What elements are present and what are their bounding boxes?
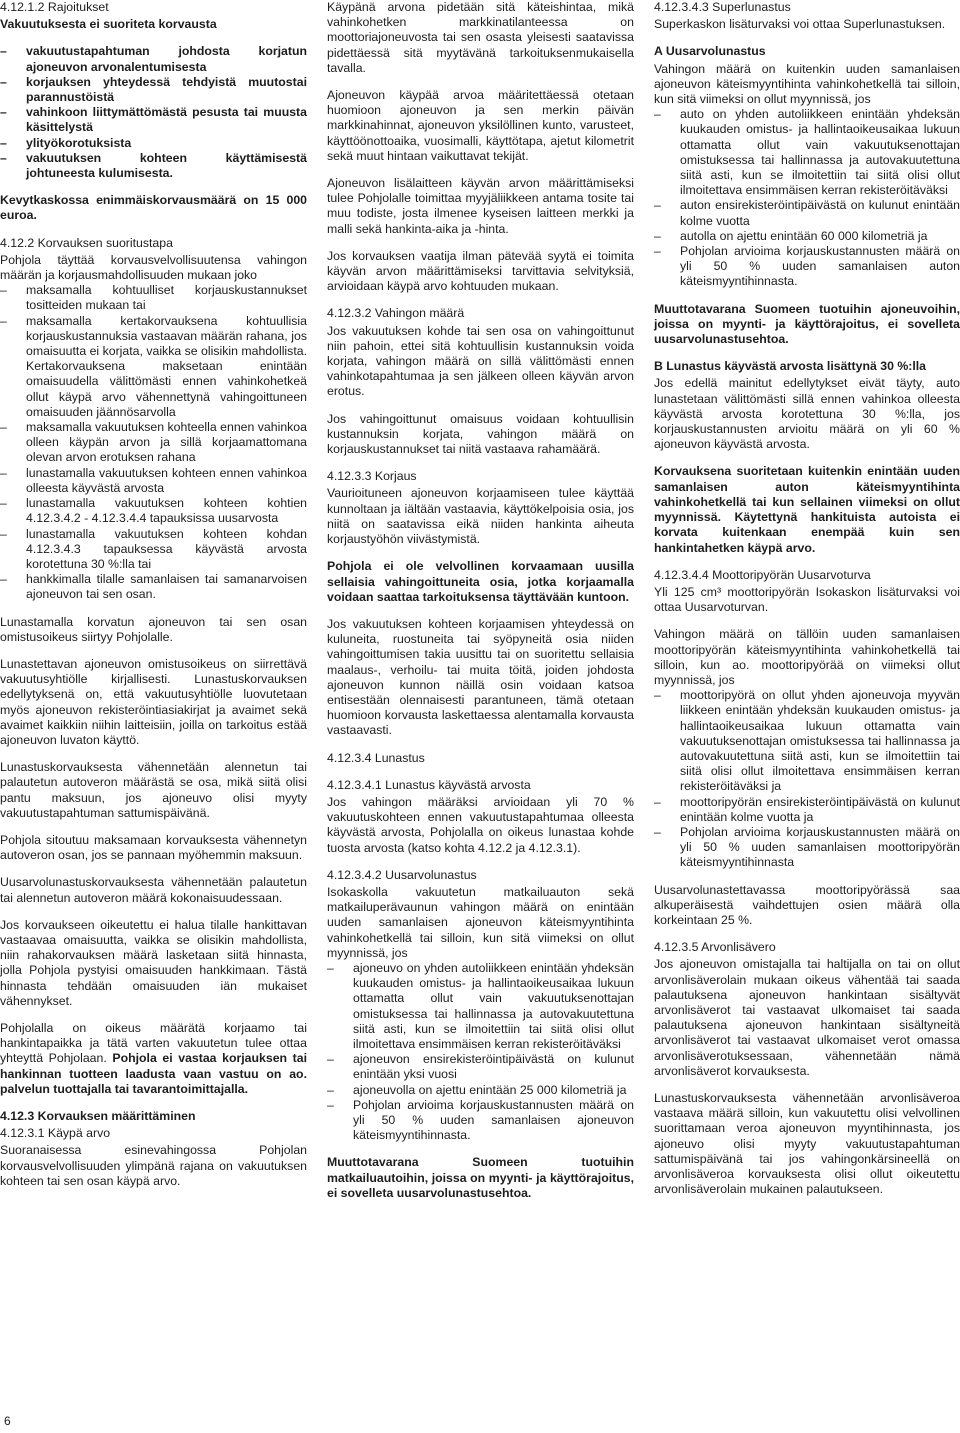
paragraph — [654, 376, 960, 452]
text: auton ensirekisteröintipäivästä on kulunut enintään kolme vuotta — [680, 198, 960, 228]
paragraph — [654, 957, 960, 1079]
text: Muuttotavarana Suomeen tuotuihin ajoneuvoihin, joissa on myynti- ja käyttörajoitus, ei sovelleta uusarvolunastusehtoa. — [654, 301, 960, 347]
text: Jos vakuutuksen kohde tai sen osa on vahingoittunut niin pahoin, ettei sitä kohtuullisin kustannuksin voida korjata, vahingon määrä on sillä välittömästi ennen vahinkotapahtumaa ja sen jälkeen olleen käyvän arvon erotus. — [327, 323, 634, 399]
text: Jos edellä mainitut edellytykset eivät täyty, auto lunastetaan välittömästi sillä ennen vahinkoa olleesta käyvästä arvosta korotettuna 30 %:lla, jos korjauskustannusten arvioitu määrä on yli 60 % ajoneuvon käyvästä arvosta. — [654, 376, 960, 452]
section-heading — [327, 868, 634, 883]
paragraph — [654, 585, 960, 615]
text: Vahingon määrä on tällöin uuden samanlaisen moottoripyörän käteismyyntihinta vahinkohetkellä tai silloin, kun ao. moottoripyörää on viimeksi ollut myynnissä, jos — [654, 627, 960, 687]
page-number: 6 — [4, 1414, 11, 1428]
list-item — [654, 107, 960, 198]
text: lunastamalla vakuutuksen kohteen ennen vahinkoa olleesta käyvästä arvosta — [26, 465, 307, 495]
text: Uusarvolunastuskorvauksesta vähennetään palautetun tai alennetun autoveron määrä kokonaisuudessaan. — [0, 875, 307, 905]
text: Korvauksena suoritetaan kuitenkin enintään uuden samanlaisen auton käteismyyntihinta vahinkohetkellä tai kun sellainen viimeksi on ollut myynnissä. Käytettynä hankituista autoista ei korvata kuitenkaan enempää kuin sen hankintahetken käypä arvo. — [654, 464, 960, 555]
text: ajoneuvon ensirekisteröintipäivästä on kulunut enintään yksi vuosi — [353, 1052, 634, 1082]
text-column-right — [654, 0, 960, 1209]
text: A Uusarvolunastus — [654, 44, 766, 59]
text: Kevytkaskossa enimmäiskorvausmäärä on 15 000 euroa. — [0, 193, 307, 223]
paragraph — [0, 1143, 307, 1189]
paragraph — [327, 885, 634, 961]
text: 4.12.3.4.4 Moottoripyörän Uusarvoturva — [654, 567, 871, 582]
text: auto on yhden autoliikkeen enintään yhdeksän kuukauden omistus- ja hallintaoikeusaikaa lukuun ottamatta ollut vain vakuutuksenottajan omistuksessa tai hallinnassa ja autovakuutettuna siitä asti, kun se ilmoitettiin tai siitä olisi ollut ilmoitettava ensimmäisen kerran rekisteröitäväksi — [680, 107, 960, 198]
paragraph — [327, 88, 634, 164]
text: maksamalla kohtuulliset korjauskustannukset tositteiden mukaan tai — [26, 283, 307, 313]
paragraph — [327, 176, 634, 237]
paragraph — [0, 615, 307, 645]
list-item — [327, 1098, 634, 1144]
list-item — [0, 75, 307, 105]
text: ajoneuvo on yhden autoliikkeen enintään yhdeksän kuukauden omistus- ja hallintaoikeusaikaa lukuun ottamatta ollut vain vakuutuksenottajan omistuksessa tai hallinnassa ja autovakuutettuna siitä asti, kun se ilmoitettiin tai siitä olisi ollut ilmoitettava ensimmäisen kerran rekisteröitäväksi — [353, 960, 634, 1051]
list-item — [654, 229, 960, 244]
text: Superkaskon lisäturvaksi voi ottaa Superlunastuksen. — [654, 17, 946, 32]
paragraph — [327, 795, 634, 856]
text: autolla on ajettu enintään 60 000 kilometriä ja — [680, 228, 928, 243]
text: Jos ajoneuvon omistajalla tai haltijalla on tai on ollut arvonlisäverolain mukaan oikeus vähentää tai saada palautuksena ajoneuvon hankintaan sisältyvät arvonlisäverot tai vastaavat ulkomaiset tai saada palautuksena ajoneuvon hankintaan sisältyneitä arvonlisäverot tai vastaavat ulkomaiset verot omassa arvonlisäverotuksessaan, vähennetään nämä arvonlisäverot korvauksesta. — [654, 957, 960, 1078]
text: Vakuutuksesta ei suoriteta korvausta — [0, 17, 217, 32]
text: lunastamalla vakuutuksen kohteen kohdan 4.12.3.4.3 tapauksessa käyvästä arvosta korotettuna 30 %:lla tai — [26, 526, 307, 571]
text: Suoranaisessa esinevahingossa Pohjolan korvausvelvollisuuden ylimpänä rajana on vakuutuksen kohteen tai sen osan käypä arvo. — [0, 1143, 307, 1188]
section-heading — [327, 469, 634, 484]
text: ajoneuvolla on ajettu enintään 25 000 kilometriä ja — [353, 1082, 627, 1097]
text: moottoripyörän ensirekisteröintipäivästä on kulunut enintään kolme vuotta ja — [680, 794, 960, 824]
bold-text: Pohjola ei vastaa korjauksen tai hankinnan tuotteen laadusta vaan vastuu on ao. palvelun tuottajalla tai tavarantoimittajalla. — [0, 1051, 307, 1096]
text: Pohjolan arvioima korjauskustannusten määrä on yli 50 % uuden samanlaisen ajoneuvon käteismyyntihinnasta. — [353, 1097, 634, 1143]
list-item — [0, 527, 307, 573]
text: Käypänä arvona pidetään sitä käteishintaa, mikä vahinkohetken markkinatilanteessa on moottoriajoneuvosta tai sen osasta yleisesti saatavissa pidettäessä sitä myytävänä tarkoituksenmukaisella tavalla. — [327, 0, 634, 75]
text: 4.12.3 Korvauksen määrittäminen — [0, 1109, 196, 1123]
paragraph — [327, 1155, 634, 1201]
paragraph — [0, 918, 307, 1009]
paragraph — [327, 559, 634, 605]
paragraph — [0, 657, 307, 748]
text-column-left — [0, 0, 307, 1201]
text: Jos korvauksen vaatija ilman pätevää syytä ei toimita käyvän arvon määrittämiseksi tarvittavia selvityksiä, arvioidaan käypä arvo kohtuuden mukaan. — [327, 248, 634, 294]
paragraph — [0, 875, 307, 905]
text: 4.12.2 Korvauksen suoritustapa — [0, 235, 173, 250]
text: Lunastamalla korvatun ajoneuvon tai sen osan omistusoikeus siirtyy Pohjolalle. — [0, 614, 307, 644]
section-heading — [327, 778, 634, 793]
section-heading — [654, 359, 960, 374]
text: vakuutustapahtuman johdosta korjatun ajoneuvon arvonalentumisesta — [26, 44, 307, 74]
text: 4.12.3.5 Arvonlisävero — [654, 940, 776, 955]
text: Uusarvolunastettavassa moottoripyörässä saa alkuperäisestä vaihdettujen osien määrä olla korkeintaan 25 %. — [654, 882, 960, 927]
text: 4.12.3.2 Vahingon määrä — [327, 306, 465, 321]
paragraph — [654, 17, 960, 32]
section-heading — [654, 940, 960, 955]
text: Jos korvaukseen oikeutettu ei halua tilalle hankittavan vastaavaa omaisuutta, vaikka se olisikin mahdollista, niin rahakorvauksen määrä lasketaan siitä hinnasta, jolla Pohjola pystyisi omaisuuden hankkimaan. Tästä hinnasta tehdään omaisuuden iän mukaiset vähennykset. — [0, 917, 307, 1008]
paragraph — [654, 1091, 960, 1197]
text: Pohjolan arvioima korjauskustannusten määrä on yli 50 % uuden samanlaisen auton käteismyyntihinnasta. — [680, 244, 960, 289]
text: maksamalla vakuutuksen kohteella ennen vahinkoa olleen käypän arvon ja sillä korjaamattomana olevan arvon erotuksen rahana — [26, 420, 307, 465]
paragraph — [654, 464, 960, 555]
list-item — [0, 151, 307, 181]
text: korjauksen yhteydessä tehdyistä muutostai parannustöistä — [26, 74, 307, 105]
list-item — [654, 244, 960, 290]
paragraph — [0, 1021, 307, 1097]
list-item — [0, 572, 307, 602]
text: Muuttotavarana Suomeen tuotuihin matkailuautoihin, joissa on myynti- ja käyttörajoitus, ei sovelleta uusarvolunastusehtoa. — [327, 1155, 634, 1200]
paragraph — [327, 324, 634, 400]
list-item — [0, 105, 307, 135]
text: 4.12.3.4.2 Uusarvolunastus — [327, 867, 477, 882]
text: Lunastettavan ajoneuvon omistusoikeus on siirrettävä vakuutusyhtiölle kirjallisesti. Lunastuskorvauksen edellytyksenä on, että vakuutusyhtiölle luovutetaan myös ajoneuvon rekisteröintiasiakirjat ja avaimet sekä avaimet kaikkiin niihin laitteisiin, joilla on tarkoitus estää ajoneuvon luvaton käyttö. — [0, 656, 307, 747]
list-item — [654, 198, 960, 228]
list-item — [0, 314, 307, 420]
paragraph — [327, 0, 634, 76]
paragraph — [0, 17, 307, 32]
section-heading — [654, 568, 960, 583]
text: Ajoneuvon käypää arvoa määritettäessä otetaan huomioon ajoneuvon ja sen merkin päivän markkinahinnat, ajoneuvon yksilöllinen kunto, varusteet, käyttöönottoaika, vuosimalli, käyttötapa, ajetut kilometrit sekä muut hintaan vaikuttavat tekijät. — [327, 88, 634, 163]
text: Jos vahingoittunut omaisuus voidaan kohtuullisin kustannuksin korjata, vahingon määrä on korjauskustannukset tai niitä vastaava rahamäärä. — [327, 411, 634, 457]
list-item — [654, 688, 960, 794]
text: Jos vakuutuksen kohteen korjaamisen yhteydessä on kuluneita, ruostuneita tai syöpyneitä osia niiden vahingoittumisen takia uusittu tai on suoritettu sellaisia maalaus-, verhoilu- tai muita töitä, joiden johdosta ajoneuvon kunnon näillä osin voidaan katsoa entisestään olennaisesti parantuneen, tämä otetaan huomioon korvausta laskettaessa alentamalla korvausta vastaavasti. — [327, 616, 634, 738]
text: 4.12.3.3 Korjaus — [327, 469, 417, 484]
text: Vahingon määrä on kuitenkin uuden samanlaisen ajoneuvon käteismyyntihinta vahinkohetkellä tai silloin, kun sitä viimeksi on ollut myynnissä, jos — [654, 61, 960, 107]
text: B Lunastus käyvästä arvosta lisättynä 30 %:lla — [654, 359, 927, 374]
paragraph — [0, 833, 307, 863]
list-item — [327, 1052, 634, 1082]
text: Pohjola ei ole velvollinen korvaamaan uusilla sellaisia vahingoittuneita osia, jotka korjaamalla voidaan saattaa tarkoituksensa täyttävään kuntoon. — [327, 559, 634, 604]
section-heading — [654, 0, 960, 15]
section-heading — [327, 306, 634, 321]
text: Pohjola sitoutuu maksamaan korvauksesta vähennetyn autoveron osan, jos se pannaan myöhemmin maksuun. — [0, 832, 307, 863]
text: Pohjolan arvioima korjauskustannusten määrä on yli 50 % uuden samanlaisen moottoripyörän käteismyyntihinnasta — [680, 824, 960, 870]
text: maksamalla kertakorvauksena kohtuullisia korjauskustannuksia vastaavan määrän rahana, jos omaisuutta ei korjata, vaikka se olisikin mahdollista. Kertakorvauksena maksetaan enintään omaisuudella välittömästi ennen vahinkohetkeä ollut käypä arvo vähennettynä vahingoittuneen omaisuuden jäännösarvolla — [26, 313, 307, 419]
list-item — [654, 825, 960, 871]
list-item — [327, 961, 634, 1052]
paragraph — [327, 412, 634, 458]
text: 4.12.3.4.1 Lunastus käyvästä arvosta — [327, 777, 531, 792]
text: hankkimalla tilalle samanlaisen tai samanarvoisen ajoneuvon tai sen osan. — [26, 572, 307, 602]
text: vahinkoon liittymättömästä pesusta tai muusta käsittelystä — [26, 105, 307, 135]
list-item — [0, 283, 307, 313]
text: Pohjola täyttää korvausvelvollisuutensa vahingon määrän ja korjausmahdollisuuden mukaan joko — [0, 252, 307, 283]
paragraph — [327, 249, 634, 295]
section-heading — [0, 1126, 307, 1141]
text: Isokaskolla vakuutetun matkailuauton sekä matkailuperävaunun vahingon määrä on enintään uuden samanlaisen ajoneuvon käteismyyntihinta vahinkohetkellä tai silloin, kun sitä viimeksi on ollut myynnissä, jos — [327, 884, 634, 960]
text: Vaurioituneen ajoneuvon korjaamiseen tulee käyttää kunnoltaan ja iältään vastaavia, käyttökelpoisia osia, jos niitä on saatavissa eikä niiden hankinta aiheuta korjaustyöhön viivästymistä. — [327, 486, 634, 547]
text: 4.12.3.1 Käypä arvo — [0, 1126, 111, 1141]
list-item — [0, 420, 307, 466]
paragraph — [654, 627, 960, 688]
paragraph — [327, 751, 634, 766]
text: 4.12.3.4.3 Superlunastus — [654, 0, 791, 14]
paragraph — [0, 193, 307, 223]
text: Jos vahingon määräksi arvioidaan yli 70 % vakuutuskohteen ennen vakuutustapahtumaa olleesta käyvästä arvosta, Pohjolalla on oikeus lunastaa kohde tuosta arvosta (katso kohta 4.12.2 ja 4.12.3.1). — [327, 794, 634, 855]
list-item — [0, 44, 307, 74]
text: Lunastuskorvauksesta vähennetään alennetun tai palautetun autoveron määrästä se osa, mikä siitä olisi pantu maksuun, jos ajoneuvo olisi myyty vakuutustapahtuman sattumispäivänä. — [0, 760, 307, 820]
list-item — [0, 136, 307, 151]
text: 4.12.3.4 Lunastus — [327, 750, 425, 765]
text-column-middle — [327, 0, 634, 1213]
paragraph — [0, 760, 307, 821]
paragraph — [654, 62, 960, 108]
text: Ajoneuvon lisälaitteen käyvän arvon määrittämiseksi tulee Pohjolalle toimittaa myyjäliikkeen antama tosite tai muu todiste, josta ilmenee kyseisen laitteen merkki ja malli sekä hankinta-aika ja -hinta. — [327, 176, 634, 236]
paragraph — [327, 617, 634, 739]
section-heading — [0, 0, 307, 15]
paragraph — [654, 883, 960, 929]
text: ylityökorotuksista — [26, 135, 132, 150]
list-item — [0, 496, 307, 526]
text: vakuutuksen kohteen käyttämisestä johtuneesta kulumisesta. — [26, 150, 307, 181]
section-heading — [654, 44, 960, 59]
paragraph — [327, 486, 634, 547]
section-heading — [0, 236, 307, 251]
section-heading — [0, 1109, 307, 1124]
text: Yli 125 cm³ moottoripyörän Isokaskon lisäturvaksi voi ottaa Uusarvoturvan. — [654, 584, 960, 615]
text: Lunastuskorvauksesta vähennetään arvonlisäveroa vastaava määrä silloin, kun vakuutettu olisi velvollinen suorittamaan veroa ajoneuvon myyntihinnasta, jos ajoneuvo olisi myyty vakuutustapahtuman sattumispäivänä tai jos vahingonkärsineellä on arvonlisäveroa korvauksesta olisi ollut oikeutettu arvonlisäverolain mukainen palautukseen. — [654, 1091, 960, 1197]
list-item — [0, 466, 307, 496]
paragraph — [0, 253, 307, 283]
list-item — [654, 795, 960, 825]
list-item — [327, 1083, 634, 1098]
text: moottoripyörä on ollut yhden ajoneuvoja myyvän liikkeen enintään yhdeksän kuukauden omistus- ja hallintaoikeusaikaa lukuun ottamatta vain vakuutuksenottajan omistuksessa tai hallinnassa ja autovakuutettuna siitä asti, kun se ilmoitettiin tai siitä olisi ollut ilmoitettava ensimmäisen kerran rekisteröitäväksi ja — [680, 688, 960, 794]
text: lunastamalla vakuutuksen kohteen kohtien 4.12.3.4.2 - 4.12.3.4.4 tapauksissa uusarvosta — [26, 496, 307, 526]
text: Pohjolalla on oikeus määrätä korjaamo tai hankintapaikka ja tätä varten vakuutetun tulee ottaa yhteyttä Pohjolaan. — [0, 1020, 307, 1066]
paragraph — [654, 302, 960, 348]
text: 4.12.1.2 Rajoitukset — [0, 0, 109, 14]
